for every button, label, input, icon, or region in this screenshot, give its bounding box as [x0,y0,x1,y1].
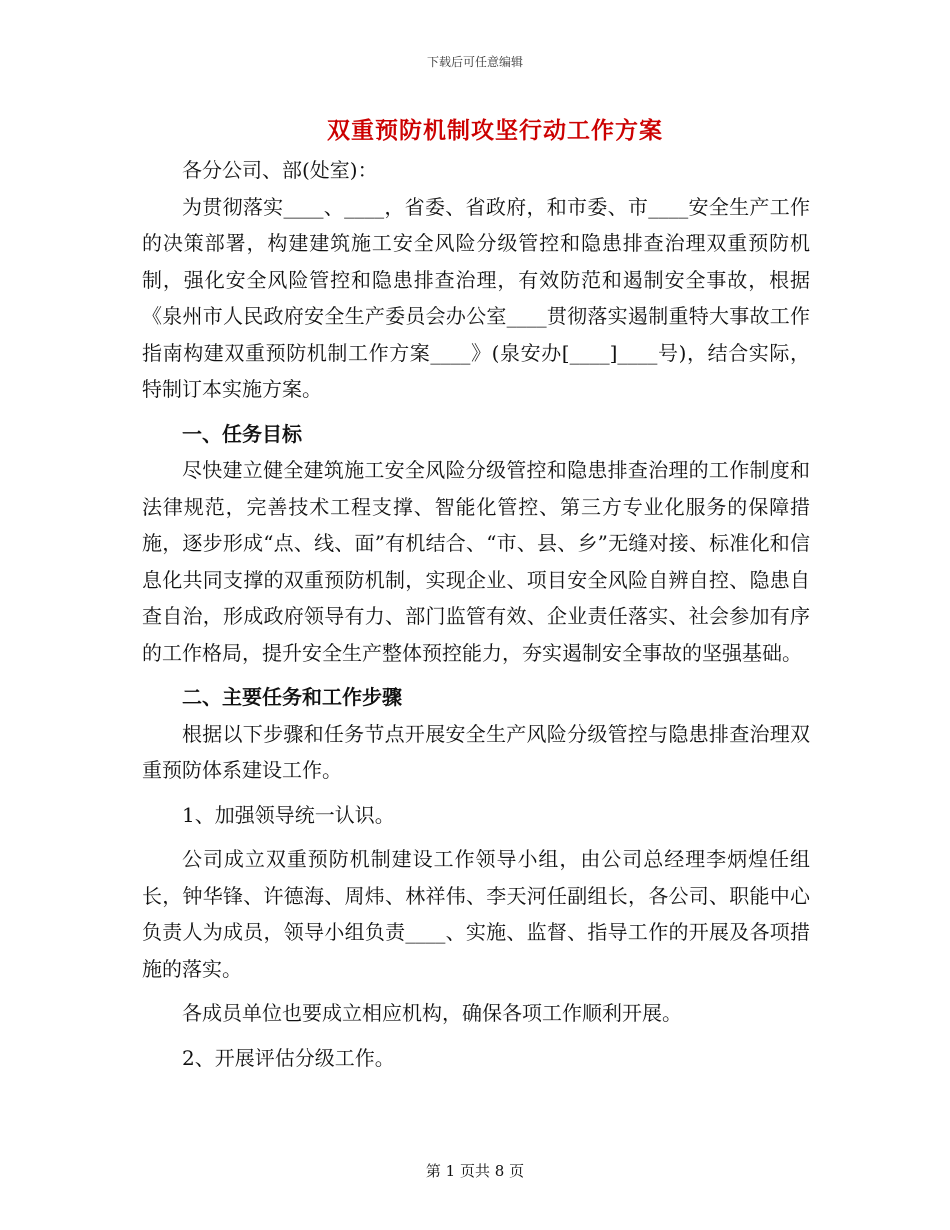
document-title: 双重预防机制攻坚行动工作方案 [327,117,663,144]
page-footer: 第 1 页共 8 页 [425,1162,525,1180]
paragraph-steps: 根据以下步骤和任务节点开展安全生产风险分级管控与隐患排查治理双重预防体系建设工作。 [142,721,810,782]
paragraph-members: 各成员单位也要成立相应机构，确保各项工作顺利开展。 [182,1001,682,1025]
header-note: 下载后可任意编辑 [426,55,523,69]
paragraph-leadership: 公司成立双重预防机制建设工作领导小组，由公司总经理李炳煌任组长，钟华锋、许德海、周炜、林祥伟、李天河任副组长，各公司、职能中心负责人为成员，领导小组负责____、实施、监督、指导工作的开展及各项措施的落实。 [142,847,810,981]
document-body [142,152,810,1076]
paragraph-intro: 为贯彻落实____、____，省委、省政府，和市委、市____安全生产工作的决策部署，构建建筑施工安全风险分级管控和隐患排查治理双重预防机制，强化安全风险管控和隐患排查治理，有效防范和遏制安全事故，根据《泉州市人民政府安全生产委员会办公室____贯彻落实遏制重特大事故工作指南构建双重预防机制工作方案____》(泉安办[____]____号)，结合实际，特制订本实施方案。 [142,194,810,401]
heading-task-goal: 一、任务目标 [182,421,302,446]
heading-main-tasks: 二、主要任务和工作步骤 [182,685,402,709]
salutation: 各分公司、部(处室)： [182,158,378,182]
item-1: 1、加强领导统一认识。 [182,802,395,827]
item-2: 2、开展评估分级工作。 [182,1045,395,1070]
paragraph-goal: 尽快建立健全建筑施工安全风险分级管控和隐患排查治理的工作制度和法律规范，完善技术工程支撑、智能化管控、第三方专业化服务的保障措施，逐步形成“点、线、面”有机结合、“市、县、乡”无缝对接、标准化和信息化共同支撑的双重预防机制，实现企业、项目安全风险自辨自控、隐患自查自治，形成政府领导有力、部门监管有效、企业责任落实、社会参加有序的工作格局，提升安全生产整体预控能力，夯实遏制安全事故的坚强基础。 [142,458,810,665]
